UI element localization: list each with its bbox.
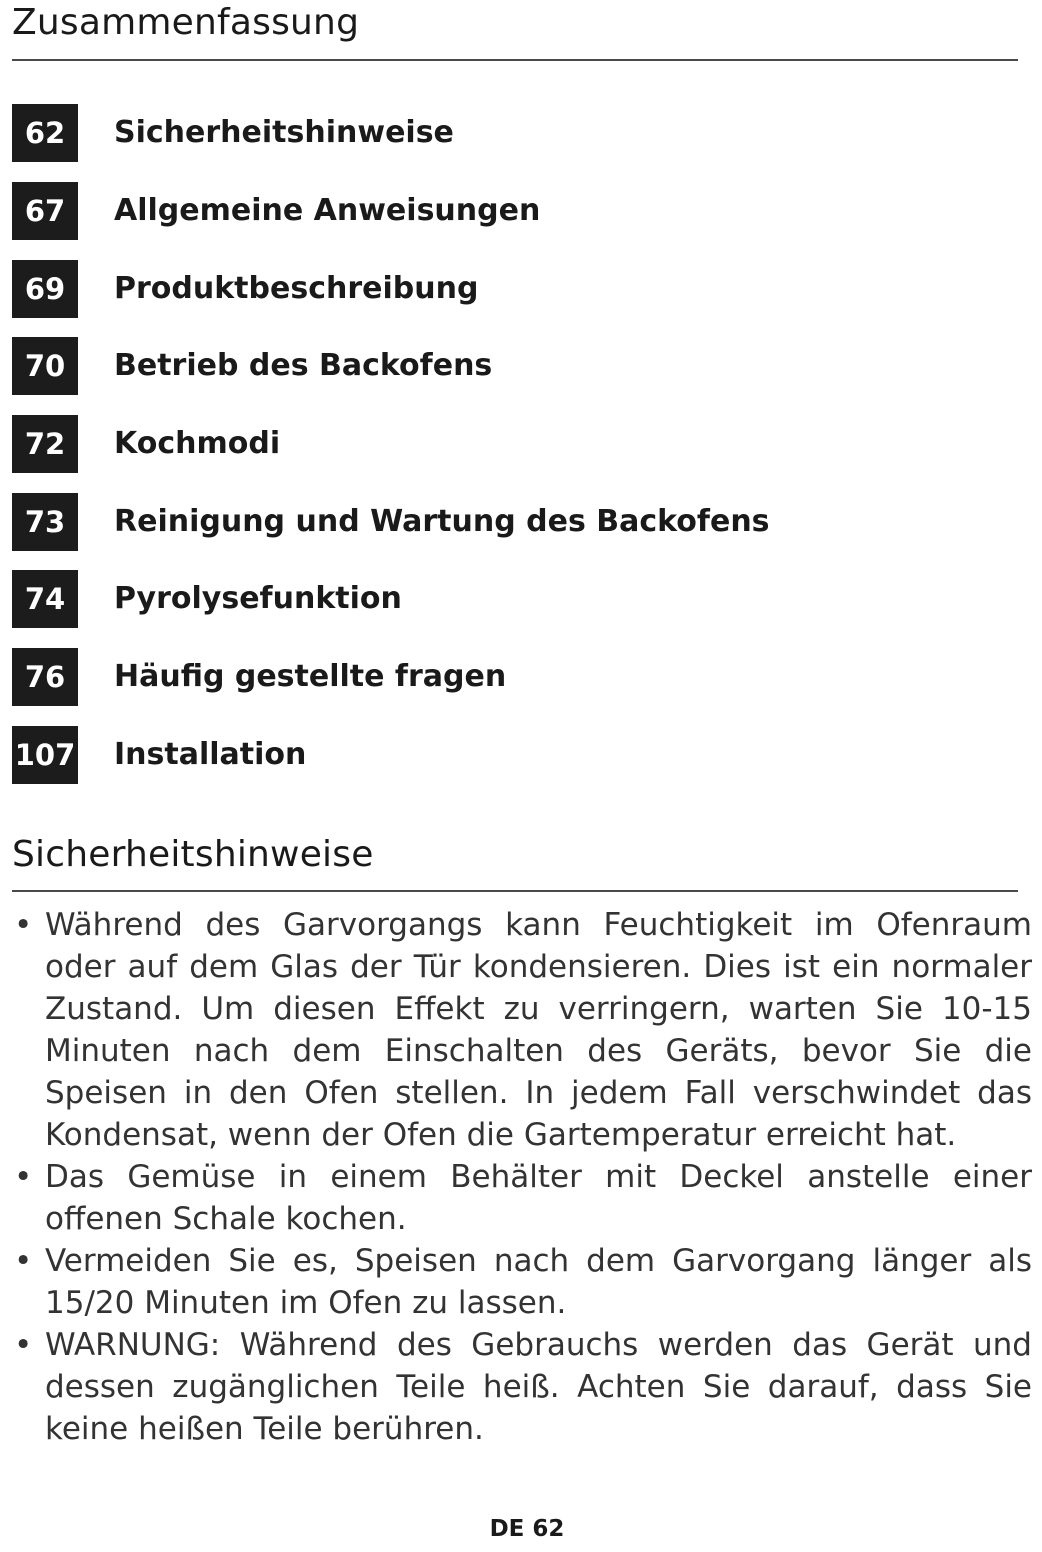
toc-item[interactable] [12,726,1018,784]
summary-title: Zusammenfassung [12,2,360,43]
toc-page-number: 74 [12,570,78,628]
safety-note [12,1240,1032,1324]
toc-label: Häufig gestellte fragen [114,659,507,694]
safety-note-text: WARNUNG: Während des Gebrauchs werden das Gerät und dessen zugänglichen Teile heiß. Achten Sie darauf, dass Sie keine heißen Teile berühren. [45,1327,1032,1447]
toc-page-number: 107 [12,726,78,784]
toc-item[interactable] [12,104,1018,162]
bullet-point: • [14,907,33,943]
toc-page-number: 72 [12,415,78,473]
toc-item[interactable] [12,182,1018,240]
safety-note [12,904,1032,1156]
toc-page-number: 73 [12,493,78,551]
page-number-footer: DE 62 [489,1516,565,1542]
toc-label: Betrieb des Backofens [114,348,493,383]
bullet-point: • [14,1327,33,1363]
toc-label: Sicherheitshinweise [114,115,454,150]
safety-note-text: Vermeiden Sie es, Speisen nach dem Garvorgang länger als 15/20 Minuten im Ofen zu lassen. [45,1243,1032,1321]
toc-page-number: 62 [12,104,78,162]
safety-note [12,1324,1032,1450]
toc-page-number: 70 [12,337,78,395]
toc-item[interactable] [12,493,1018,551]
safety-title: Sicherheitshinweise [12,834,374,875]
toc-item[interactable] [12,648,1018,706]
toc-label: Kochmodi [114,426,281,461]
toc-item[interactable] [12,337,1018,395]
safety-notes-list [12,904,1032,1450]
safety-note-text: Das Gemüse in einem Behälter mit Deckel anstelle einer offenen Schale kochen. [45,1159,1032,1237]
toc-item[interactable] [12,260,1018,318]
toc-label: Allgemeine Anweisungen [114,193,541,228]
toc-page-number: 69 [12,260,78,318]
bullet-point: • [14,1159,33,1195]
safety-note [12,1156,1032,1240]
safety-divider [12,890,1018,892]
safety-note-text: Während des Garvorgangs kann Feuchtigkeit im Ofenraum oder auf dem Glas der Tür kondensieren. Dies ist ein normaler Zustand. Um diesen Effekt zu verringern, warten Sie 10-15 Minuten nach dem Einschalten des Geräts, bevor Sie die Speisen in den Ofen stellen. In jedem Fall verschwindet das Kondensat, wenn der Ofen die Gartemperatur erreicht hat. [45,907,1032,1153]
toc-page-number: 67 [12,182,78,240]
bullet-point: • [14,1243,33,1279]
summary-divider [12,59,1018,61]
toc-item[interactable] [12,570,1018,628]
toc-item[interactable] [12,415,1018,473]
toc-label: Installation [114,737,307,772]
toc-label: Produktbeschreibung [114,271,479,306]
toc-label: Reinigung und Wartung des Backofens [114,504,770,539]
toc-page-number: 76 [12,648,78,706]
toc-label: Pyrolysefunktion [114,581,402,616]
